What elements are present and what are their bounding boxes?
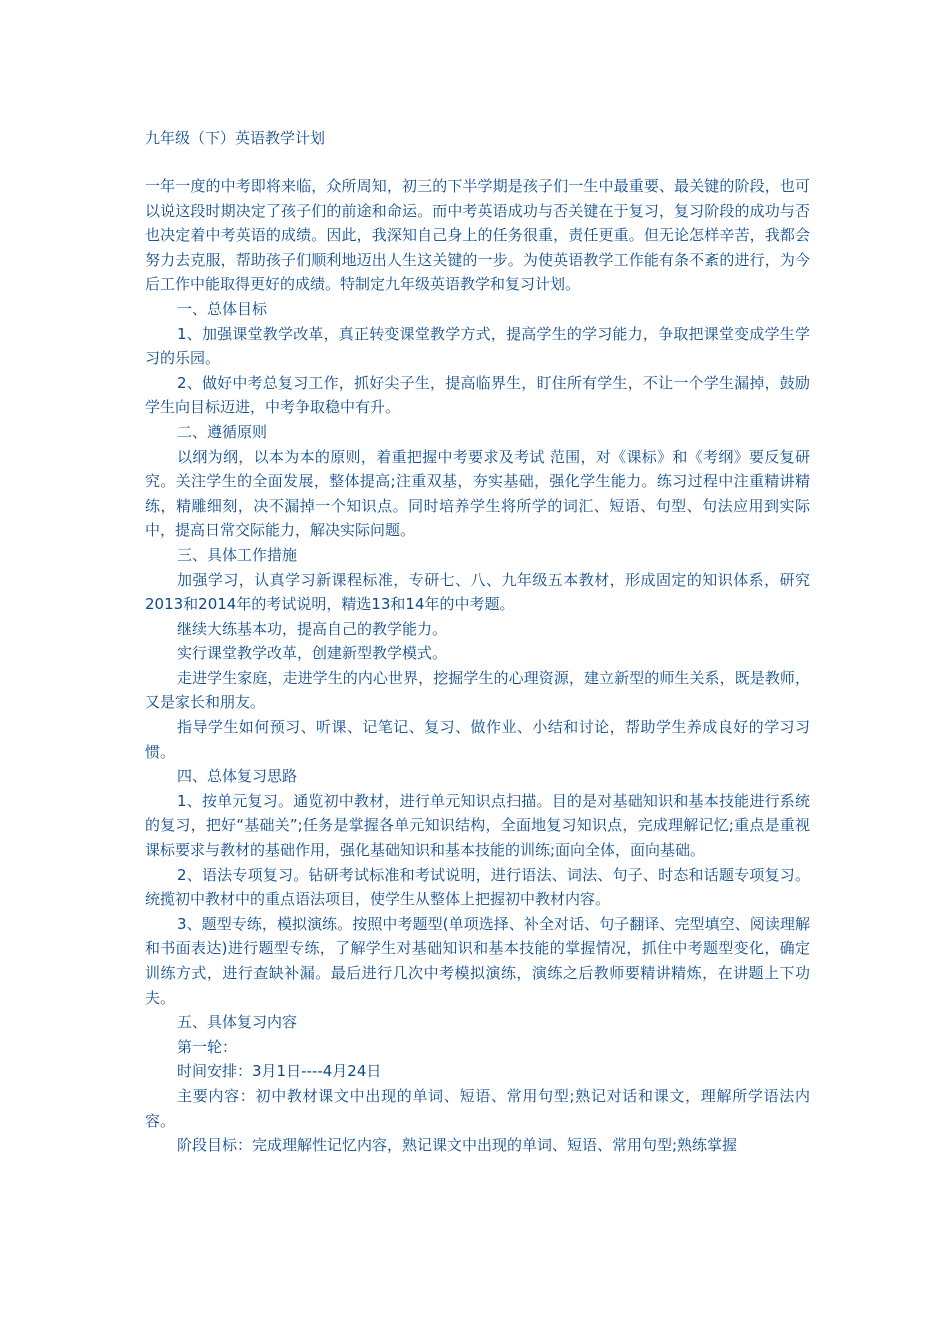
paragraph: 1、加强课堂教学改革，真正转变课堂教学方式，提高学生的学习能力，争取把课堂变成学生学习的乐园。 <box>145 324 810 368</box>
paragraph: 四、总体复习思路 <box>177 767 298 786</box>
paragraph: 3、题型专练，模拟演练。按照中考题型(单项选择、补全对话、句子翻译、完型填空、阅读理解和书面表达)进行题型专练，了解学生对基础知识和基本技能的掌握情况，抓住中考题型变化，确定训练方式，进行查缺补漏。最后进行几次中考模拟演练，演练之后教师要精讲精炼，在讲题上下功夫。 <box>145 914 810 1007</box>
paragraph: 五、具体复习内容 <box>177 1013 298 1032</box>
paragraph: 一、总体目标 <box>177 299 268 318</box>
paragraph: 三、具体工作措施 <box>177 545 298 564</box>
paragraph: 1、按单元复习。通览初中教材，进行单元知识点扫描。目的是对基础知识和基本技能进行系统的复习，把好“基础关”;任务是掌握各单元知识结构，全面地复习知识点，完成理解记忆;重点是重视课标要求与教材的基础作用，强化基础知识和基本技能的训练;面向全体，面向基础。 <box>145 791 810 860</box>
document-body <box>145 174 810 1158</box>
paragraph: 加强学习，认真学习新课程标准，专研七、八、九年级五本教材，形成固定的知识体系，研究2013和2014年的考试说明，精选13和14年的中考题。 <box>145 570 810 614</box>
paragraph: 时间安排：3月1日----4月24日 <box>177 1062 382 1081</box>
paragraph: 主要内容：初中教材课文中出现的单词、短语、常用句型;熟记对话和课文，理解所学语法内容。 <box>145 1086 810 1130</box>
paragraph: 一年一度的中考即将来临，众所周知，初三的下半学期是孩子们一生中最重要、最关键的阶段，也可以说这段时期决定了孩子们的前途和命运。而中考英语成功与否关键在于复习，复习阶段的成功与否也决定着中考英语的成绩。因此，我深知自己身上的任务很重，责任更重。但无论怎样辛苦，我都会努力去克服，帮助孩子们顺利地迈出人生这关键的一步。为使英语教学工作能有条不紊的进行，为今后工作中能取得更好的成绩。特制定九年级英语教学和复习计划。 <box>145 177 810 294</box>
paragraph: 继续大练基本功，提高自己的教学能力。 <box>177 619 448 638</box>
paragraph: 第一轮： <box>177 1037 238 1056</box>
document-page <box>145 126 810 1158</box>
paragraph: 二、遵循原则 <box>177 422 268 441</box>
paragraph: 走进学生家庭，走进学生的内心世界，挖掘学生的心理资源，建立新型的师生关系，既是教师，又是家长和朋友。 <box>145 668 810 712</box>
document-title: 九年级（下）英语教学计划 <box>145 129 326 147</box>
paragraph: 指导学生如何预习、听课、记笔记、复习、做作业、小结和讨论，帮助学生养成良好的学习习惯。 <box>145 718 810 761</box>
paragraph: 以纲为纲，以本为本的原则，着重把握中考要求及考试 范围，对《课标》和《考纲》要反复研究。关注学生的全面发展，整体提高;注重双基，夯实基础，强化学生能力。练习过程中注重精讲精练，精雕细刻，决不漏掉一个知识点。同时培养学生将所学的词汇、短语、句型、句法应用到实际中，提高日常交际能力，解决实际问题。 <box>145 447 810 540</box>
paragraph: 实行课堂教学改革，创建新型教学模式。 <box>177 644 448 663</box>
paragraph: 阶段目标：完成理解性记忆内容，熟记课文中出现的单词、短语、常用句型;熟练掌握 <box>177 1136 738 1155</box>
paragraph: 2、做好中考总复习工作，抓好尖子生，提高临界生，盯住所有学生，不让一个学生漏掉，鼓励学生向目标迈进，中考争取稳中有升。 <box>145 373 810 417</box>
paragraph: 2、语法专项复习。钻研考试标准和考试说明，进行语法、词法、句子、时态和话题专项复习。统揽初中教材中的重点语法项目，使学生从整体上把握初中教材内容。 <box>145 865 810 909</box>
